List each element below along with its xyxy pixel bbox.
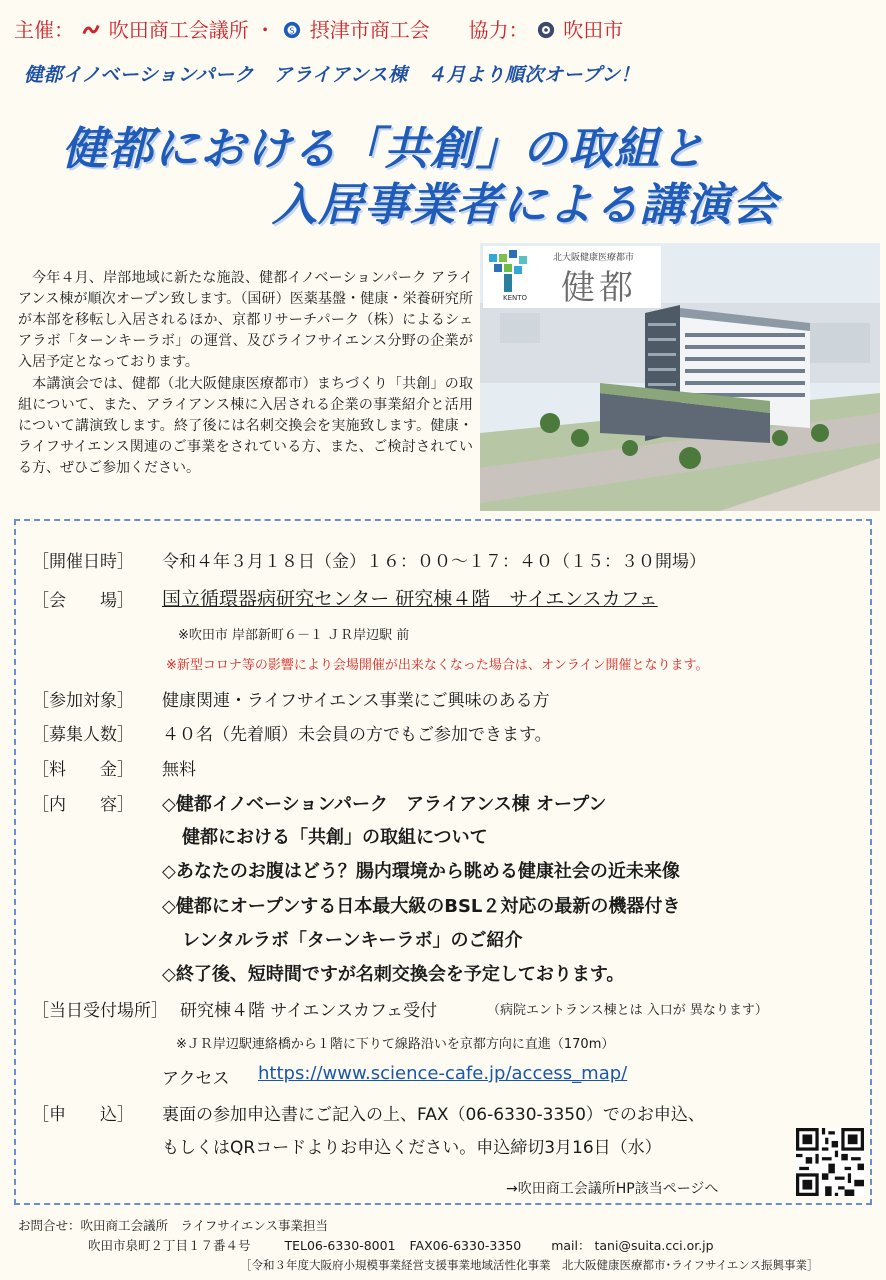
- suita-city-emblem-icon: [537, 21, 555, 39]
- mail-label: mail：: [551, 1238, 591, 1253]
- coop-name: 吹田市: [563, 18, 624, 42]
- content-item-3: ◇健都にオープンする日本最大級のBSL２対応の最新の機器付き: [162, 896, 681, 917]
- host2-name: 摂津市商工会: [309, 18, 430, 42]
- target-value: 健康関連・ライフサイエンス事業にご興味のある方: [162, 691, 550, 711]
- content-item-2: ◇あなたのお腹はどう？腸内環境から眺める健康社会の近未来像: [162, 861, 680, 882]
- host-separator: ・: [255, 18, 276, 42]
- contact-label: お問合せ：: [18, 1218, 81, 1233]
- fee-value: 無料: [162, 760, 196, 780]
- capacity-label: ［募集人数］: [32, 725, 134, 745]
- contact-org: 吹田商工会議所 ライフサイエンス事業担当: [80, 1218, 329, 1233]
- intro-paragraph-2: 本講演会では、健都（北大阪健康医療都市）まちづくり「共創」の取組について、また、アライアンス棟に入居される企業の事業紹介と活用について講演致します。終了後には名刺交換会を実施致します。健康・ライフサイエンス関連のご事業をされている方、また、ご検討されている方、ぜひご参加ください。: [18, 376, 473, 476]
- kento-logo: [483, 246, 661, 308]
- intro-paragraph-1: 今年４月、岸部地域に新たな施設、健都イノベーションパーク アライアンス棟が順次オープン致します。（国研）医薬基盤・健康・栄養研究所が本部を移転し入居されるほか、京都リサーチパーク（株）によるシェアラボ「ターンキーラボ」の運営、及びライフサイエンス分野の企業が入居予定となっております。: [18, 270, 473, 370]
- contact-line: [18, 1216, 328, 1234]
- settsu-logo-icon: [283, 21, 301, 39]
- content-item-1: ◇健都イノベーションパーク アライアンス棟 オープン: [162, 794, 607, 815]
- address-line: [88, 1236, 714, 1254]
- target-label: ［参加対象］: [32, 691, 134, 711]
- apply-line-1: 裏面の参加申込書にご記入の上、FAX（06-6330-3350）でのお申込、: [162, 1105, 705, 1125]
- host1-name: 吹田商工会議所: [108, 18, 249, 42]
- reception-note: （病院エントランス棟とは 入口が 異なります）: [487, 1003, 768, 1018]
- qr-caption: →吹田商工会議所HP該当ページへ: [506, 1181, 719, 1197]
- mail-address: tani@suita.cci.or.jp: [594, 1238, 714, 1253]
- logo-small-text: 北大阪健康医療都市: [553, 253, 635, 263]
- access-map-link[interactable]: https://www.science-cafe.jp/access_map/: [258, 1063, 628, 1084]
- reception-label: ［当日受付場所］: [32, 1001, 168, 1021]
- date-label: ［開催日時］: [32, 552, 134, 572]
- date-value: 令和４年３月１８日（金）１６：００～１７：４０（１５：３０開場）: [162, 552, 706, 572]
- content-item-4: ◇終了後、短時間ですが名刺交換会を予定しております。: [162, 964, 625, 985]
- apply-line-2: もしくはQRコードよりお申込ください。申込締切3月16日（水）: [162, 1138, 662, 1158]
- subtitle: 健都イノベーションパーク アライアンス棟 ４月より順次オープン！: [24, 64, 640, 86]
- address: 吹田市泉町２丁目１７番４号: [88, 1238, 251, 1253]
- logo-en-text: KENTO: [503, 294, 528, 302]
- suita-cci-logo-icon: [82, 21, 100, 39]
- organizers-line: [14, 14, 623, 43]
- venue-label: ［会 場］: [32, 591, 134, 611]
- content-item-1-sub: 健都における「共創」の取組について: [182, 827, 488, 848]
- svg-text:S: S: [289, 25, 296, 36]
- content-item-3-sub: レンタルラボ「ターンキーラボ」のご紹介: [182, 930, 523, 951]
- venue-value: 国立循環器病研究センター 研究棟４階 サイエンスカフェ: [162, 588, 658, 610]
- qr-code[interactable]: [796, 1128, 864, 1196]
- host-label: 主催：: [14, 18, 74, 42]
- tel: TEL06-6330-8001: [284, 1238, 396, 1253]
- venue-warning: ※新型コロナ等の影響により会場開催が出来なくなった場合は、オンライン開催となります。: [166, 658, 709, 673]
- apply-label: ［申 込］: [32, 1105, 134, 1125]
- logo-big-text: 健都: [561, 268, 637, 308]
- title-line-2: 入居事業者による講演会: [272, 178, 779, 231]
- reception-directions: ※ＪＲ岸辺駅連絡橋から１階に下りて線路沿いを京都方向に直進（170m）: [176, 1037, 615, 1052]
- title-line-1: 健都における「共創」の取組と: [62, 122, 707, 175]
- reception-value: 研究棟４階 サイエンスカフェ受付: [180, 1001, 438, 1021]
- access-label: アクセス: [162, 1069, 230, 1089]
- venue-note: ※吹田市 岸部新町６－１ ＪＲ岸辺駅 前: [178, 628, 410, 643]
- fax: FAX06-6330-3350: [409, 1238, 522, 1253]
- coop-label: 協力：: [468, 18, 529, 42]
- content-label: ［内 容］: [32, 795, 134, 815]
- program-note: ［令和３年度大阪府小規模事業経営支援事業地域活性化事業 北大阪健康医療都市･ライフサイエンス振興事業］: [240, 1258, 819, 1272]
- fee-label: ［料 金］: [32, 760, 134, 780]
- capacity-value: ４０名（先着順）未会員の方でもご参加できます。: [162, 725, 552, 745]
